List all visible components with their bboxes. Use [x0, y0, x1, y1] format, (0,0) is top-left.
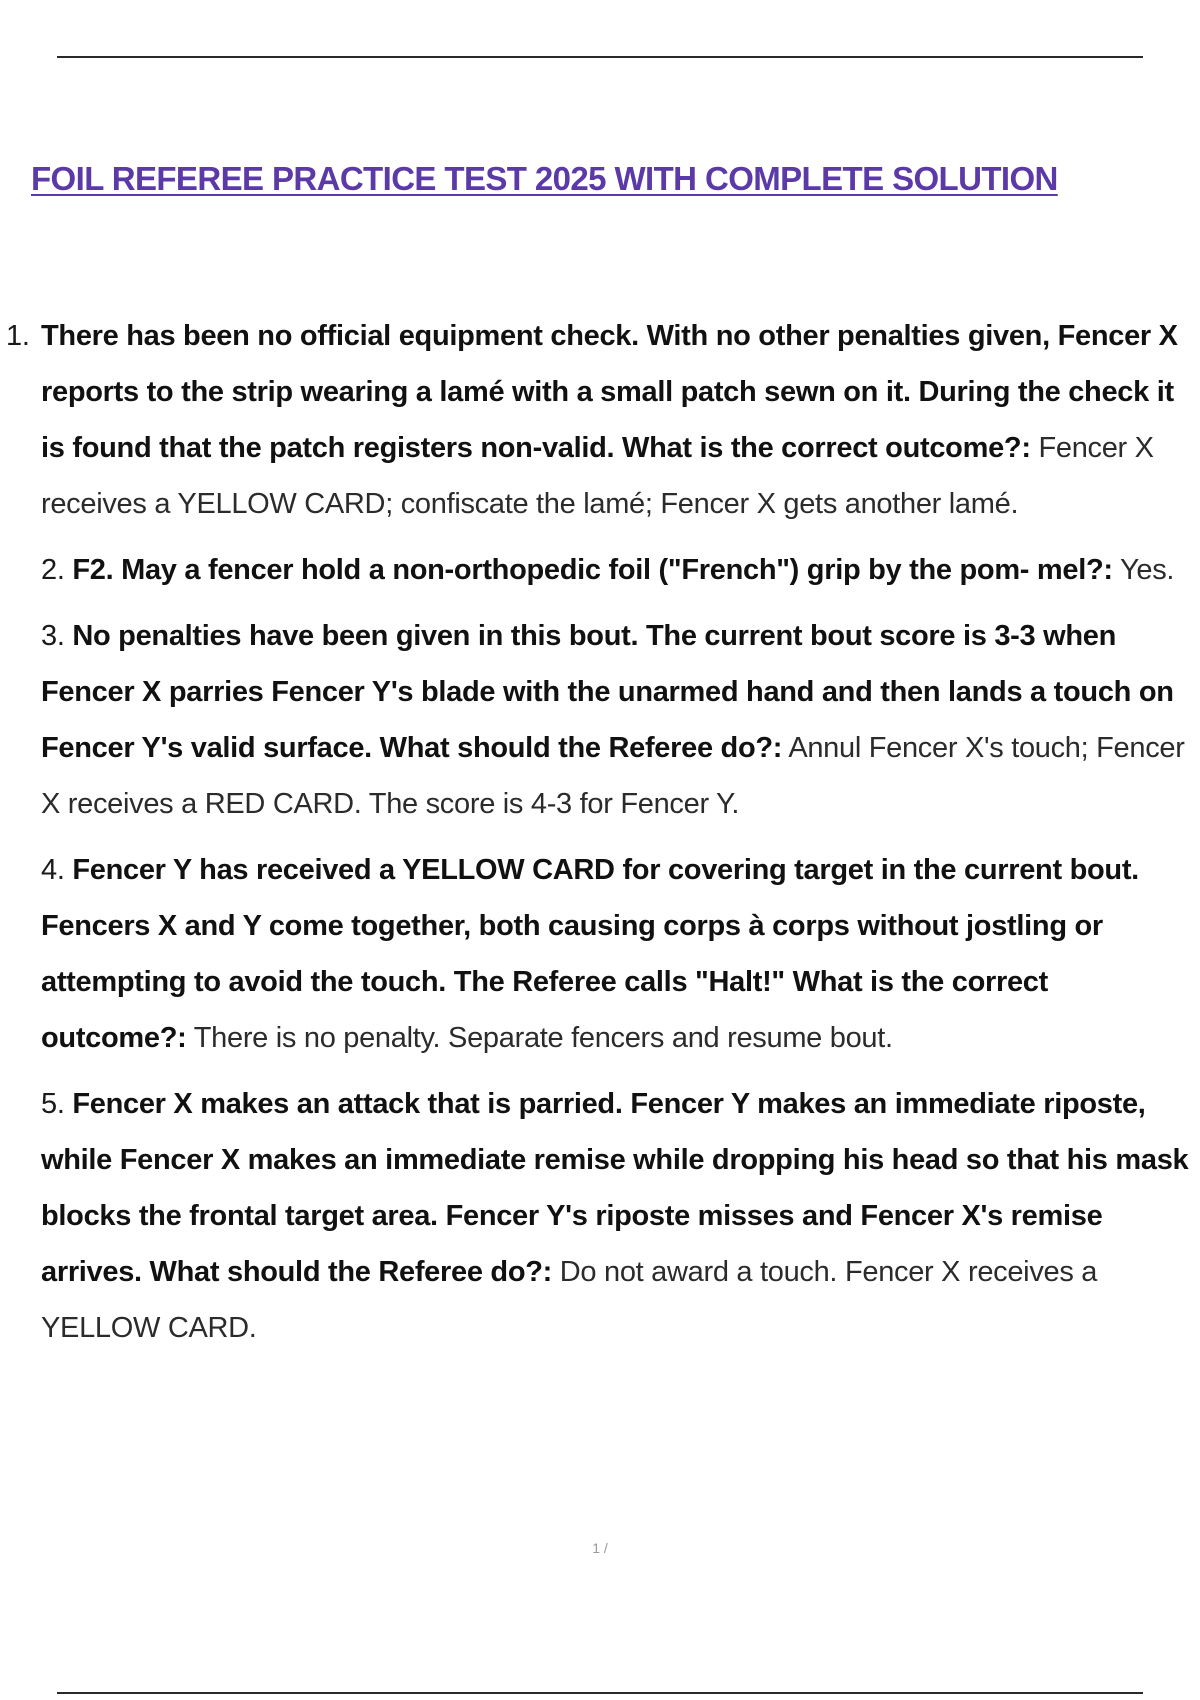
question-text: No penalties have been given in this bout. The current bout score is 3-3 when Fencer X parries Fencer Y's blade with the unarmed hand and then lands a touch on Fencer Y's valid surface. What should the Referee do?: — [41, 620, 1174, 764]
bottom-rule — [57, 1692, 1143, 1694]
question-item-5 — [0, 1076, 1195, 1356]
answer-text: Yes. — [1120, 554, 1175, 586]
question-item-3 — [0, 608, 1195, 832]
question-number: 2. — [41, 554, 65, 586]
answer-text: Fencer X receives a YELLOW CARD; confiscate the lamé; Fencer X gets another lamé. — [41, 432, 1154, 520]
question-number: 5. — [41, 1088, 65, 1120]
question-number: 4. — [41, 854, 65, 886]
question-item-1 — [0, 308, 1195, 532]
question-item-4 — [0, 842, 1195, 1066]
question-number: 3. — [41, 620, 65, 652]
question-number: 1. — [6, 320, 30, 352]
top-rule — [57, 56, 1143, 58]
question-item-2 — [0, 542, 1195, 598]
question-text: There has been no official equipment check. With no other penalties given, Fencer X reports to the strip wearing a lamé with a small patch sewn on it. During the check it is found that the patch registers non-valid. What is the correct outcome?: — [41, 320, 1178, 464]
answer-text: Annul Fencer X's touch; Fencer X receives a RED CARD. The score is 4-3 for Fencer Y. — [41, 732, 1185, 820]
page-number: 1 / — [592, 1540, 608, 1556]
question-text: F2. May a fencer hold a non-orthopedic foil ("French") grip by the pom- mel?: — [72, 554, 1113, 586]
document-title: FOIL REFEREE PRACTICE TEST 2025 WITH COMPLETE SOLUTION — [31, 160, 1058, 197]
answer-text: There is no penalty. Separate fencers and resume bout. — [193, 1022, 893, 1054]
question-text: Fencer X makes an attack that is parried. Fencer Y makes an immediate riposte, while Fencer X makes an immediate remise while dropping his head so that his mask blocks the frontal target area. Fencer Y's riposte misses and Fencer X's remise arrives. What should the Referee do?: — [41, 1088, 1189, 1288]
question-list — [0, 308, 1195, 1366]
answer-text: Do not award a touch. Fencer X receives a YELLOW CARD. — [41, 1256, 1098, 1344]
question-text: Fencer Y has received a YELLOW CARD for covering target in the current bout. Fencers X and Y come together, both causing corps à corps without jostling or attempting to avoid the touch. The Referee calls "Halt!" What is the correct outcome?: — [41, 854, 1139, 1054]
